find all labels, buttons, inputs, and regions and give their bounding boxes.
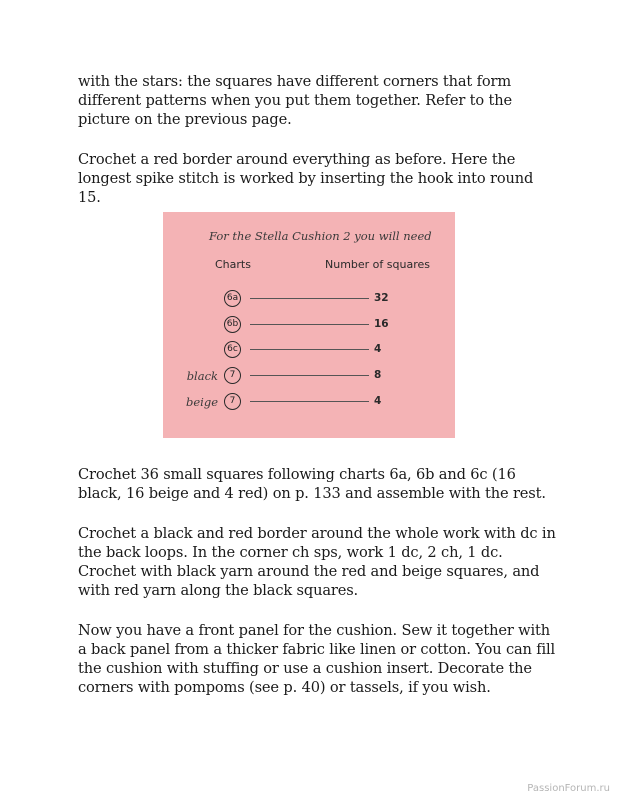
- materials-row: [163, 393, 455, 413]
- chart-number-badge: 6b: [224, 316, 241, 333]
- paragraph-red-border: Crochet a red border around everything as before. Here the longest spike stitch is worked by inserting the hook into round 15.: [78, 151, 534, 206]
- squares-column-header: Number of squares: [325, 258, 430, 271]
- materials-row: [163, 290, 455, 310]
- square-count: 8: [374, 369, 382, 381]
- chart-number-badge: 7: [224, 393, 241, 410]
- leader-line: [250, 298, 369, 299]
- charts-column-header: Charts: [215, 258, 251, 271]
- chart-number-badge: 6a: [224, 290, 241, 307]
- row-color-label: black: [186, 369, 218, 383]
- materials-box: [163, 212, 455, 438]
- materials-row: [163, 341, 455, 361]
- leader-line: [250, 401, 369, 402]
- paragraph-small-squares: Crochet 36 small squares following charts 6a, 6b and 6c (16 black, 16 beige and 4 red) on p. 133 and assemble with the rest.: [78, 466, 546, 502]
- paragraph-black-red-border: Crochet a black and red border around the whole work with dc in the back loops. In the corner ch sps, work 1 dc, 2 ch, 1 dc. Crochet with black yarn around the red and beige squares, and with red yarn along the black squares.: [78, 525, 556, 599]
- materials-row: [163, 367, 455, 387]
- chart-number-badge: 7: [224, 367, 241, 384]
- materials-box-title: For the Stella Cushion 2 you will need: [209, 229, 432, 243]
- leader-line: [250, 349, 369, 350]
- paragraph-front-panel: Now you have a front panel for the cushion. Sew it together with a back panel from a thicker fabric like linen or cotton. You can fill the cushion with stuffing or use a cushion insert. Decorate the corners with pompoms (see p. 40) or tassels, if you wish.: [78, 622, 556, 696]
- leader-line: [250, 324, 369, 325]
- square-count: 32: [374, 292, 389, 304]
- leader-line: [250, 375, 369, 376]
- square-count: 16: [374, 318, 389, 330]
- square-count: 4: [374, 343, 382, 355]
- watermark: PassionForum.ru: [527, 783, 610, 794]
- row-color-label: beige: [185, 395, 218, 409]
- square-count: 4: [374, 395, 382, 407]
- chart-number-badge: 6c: [224, 341, 241, 358]
- materials-row: [163, 316, 455, 336]
- paragraph-stars-corners: with the stars: the squares have different corners that form different patterns when you put them together. Refer to the picture on the previous page.: [78, 73, 512, 128]
